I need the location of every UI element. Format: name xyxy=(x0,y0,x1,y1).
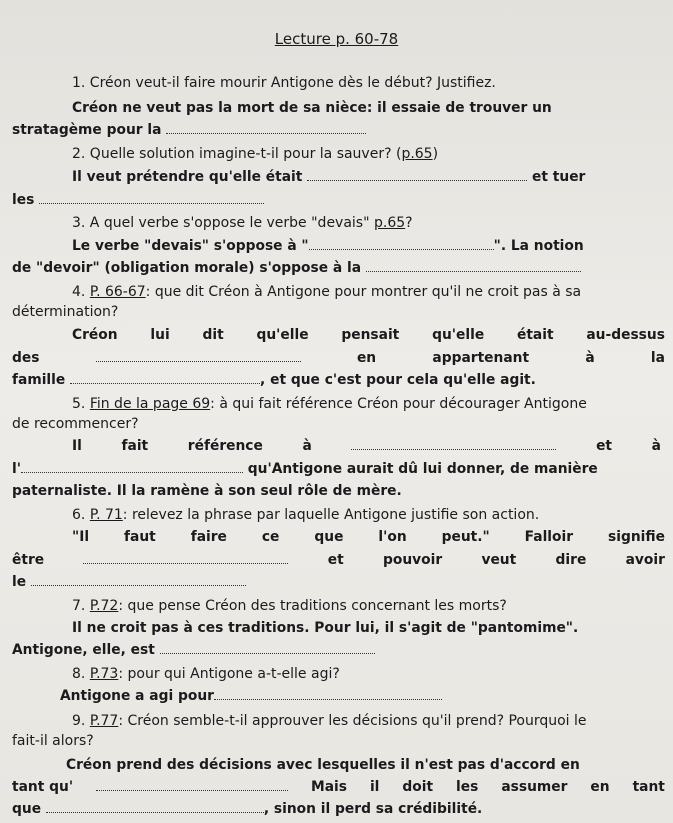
answer-7-text: Il ne croit pas à ces traditions. Pour lui, il s'agit de "pantomime". xyxy=(72,620,579,636)
answer-word: pensait xyxy=(341,327,400,343)
question-5-text-2: de recommencer? xyxy=(12,416,139,432)
answer-5-line-3 xyxy=(12,482,667,501)
answer-4-line-3 xyxy=(12,371,667,390)
answer-9-line-1 xyxy=(66,756,667,775)
answer-9-line-3 xyxy=(12,800,667,819)
answer-word: que xyxy=(314,529,344,545)
answer-text-3: paternaliste. Il la ramène à son seul rôle de mère. xyxy=(12,483,402,499)
question-5-line-2 xyxy=(12,415,667,434)
answer-word: tant xyxy=(632,779,665,795)
answer-blank[interactable] xyxy=(31,573,246,586)
answer-7-text-2: Antigone, elle, est xyxy=(12,642,155,658)
answer-5-line-1 xyxy=(72,437,661,456)
answer-4-line-2 xyxy=(12,349,665,368)
question-9 xyxy=(72,712,669,731)
answer-1-text-2: stratagème pour la xyxy=(12,122,162,138)
answer-4-line-1 xyxy=(72,326,665,345)
answer-blank[interactable] xyxy=(96,778,288,791)
answer-word: en xyxy=(590,779,610,795)
answer-text: l' xyxy=(12,461,21,477)
page-reference: P. 71 xyxy=(89,507,123,523)
answer-word: la xyxy=(650,350,665,366)
answer-word: référence xyxy=(187,438,263,454)
answer-word: et xyxy=(596,438,613,454)
question-5-num: 5. xyxy=(72,396,90,412)
answer-blank[interactable] xyxy=(351,437,556,450)
answer-word: peut." xyxy=(441,529,490,545)
page-reference: P. 66-67 xyxy=(89,284,146,300)
answer-word: lui xyxy=(150,327,170,343)
question-8-num: 8. xyxy=(72,666,90,682)
answer-1-line-1 xyxy=(72,99,665,118)
answer-1-line-2 xyxy=(12,121,667,140)
answer-blank[interactable] xyxy=(307,168,527,181)
answer-word: était xyxy=(516,327,554,343)
answer-word: Falloir xyxy=(524,529,574,545)
answer-word: avoir xyxy=(625,552,665,568)
question-3-text: 3. A quel verbe s'oppose le verbe "devais" xyxy=(72,215,374,231)
question-9-text-2: fait-il alors? xyxy=(12,733,94,749)
page-reference: P.73 xyxy=(89,666,119,682)
question-6 xyxy=(72,506,667,525)
answer-word: et xyxy=(327,552,344,568)
answer-word: fait xyxy=(121,438,149,454)
answer-9-line-2 xyxy=(12,778,665,797)
answer-2-line-1 xyxy=(72,168,667,187)
answer-5-line-2 xyxy=(12,460,667,479)
page-reference: Fin de la page 69 xyxy=(89,396,211,412)
question-9-text: : Créon semble-t-il approuver les décisions qu'il prend? Pourquoi le xyxy=(118,713,587,729)
question-7-num: 7. xyxy=(72,598,90,614)
answer-3-line-2 xyxy=(12,259,667,278)
answer-word: à xyxy=(302,438,312,454)
question-1 xyxy=(72,74,667,93)
answer-2-line-2 xyxy=(12,191,667,210)
answer-7-line-1 xyxy=(72,619,665,638)
answer-blank[interactable] xyxy=(166,121,366,134)
answer-word: appartenant xyxy=(432,350,530,366)
answer-text: famille xyxy=(12,372,66,388)
answer-3-text: Le verbe "devais" s'oppose à " xyxy=(72,238,309,254)
answer-word: signifie xyxy=(608,529,665,545)
answer-text-b: , sinon il perd sa crédibilité. xyxy=(263,801,483,817)
question-3-end: ? xyxy=(405,215,413,231)
question-6-num: 6. xyxy=(72,507,90,523)
answer-1-text: Créon ne veut pas la mort de sa nièce: il essaie de trouver un xyxy=(72,100,552,116)
answer-blank[interactable] xyxy=(309,237,494,250)
answer-word: à xyxy=(651,438,661,454)
answer-word: à xyxy=(585,350,595,366)
answer-6-line-2 xyxy=(12,551,665,570)
answer-2-text-b: et tuer xyxy=(532,169,586,185)
answer-blank[interactable] xyxy=(70,371,260,384)
answer-word: dit xyxy=(202,327,224,343)
answer-word: faut xyxy=(124,529,156,545)
answer-word: ce xyxy=(261,529,280,545)
answer-blank[interactable] xyxy=(366,259,581,272)
answer-3-line-1 xyxy=(72,237,667,256)
answer-word: faire xyxy=(190,529,227,545)
question-9-line-2 xyxy=(12,732,667,751)
answer-word: l'on xyxy=(378,529,407,545)
question-3 xyxy=(72,214,667,233)
question-1-text: 1. Créon veut-il faire mourir Antigone dès le début? Justifiez. xyxy=(72,75,496,91)
question-4-num: 4. xyxy=(72,284,90,300)
answer-word: assumer xyxy=(501,779,568,795)
answer-word: être xyxy=(12,552,45,568)
answer-6-line-1 xyxy=(72,528,665,547)
question-5-text: : à qui fait référence Créon pour décourager Antigone xyxy=(210,396,587,412)
answer-6-line-3 xyxy=(12,573,667,592)
answer-word: il xyxy=(369,779,380,795)
answer-text-b: qu'Antigone aurait dû lui donner, de manière xyxy=(242,461,598,477)
answer-word: les xyxy=(456,779,479,795)
question-4-line-2 xyxy=(12,303,667,322)
answer-2-text-2: les xyxy=(12,192,35,208)
question-9-num: 9. xyxy=(72,713,90,729)
answer-3-text-b: ". La notion xyxy=(493,238,584,254)
answer-blank[interactable] xyxy=(83,551,288,564)
question-7-text: : que pense Créon des traditions concernant les morts? xyxy=(118,598,507,614)
page-title: Lecture p. 60-78 xyxy=(274,30,399,48)
question-4-text-2: détermination? xyxy=(12,304,119,320)
answer-blank[interactable] xyxy=(21,460,243,473)
answer-word: qu'elle xyxy=(256,327,309,343)
answer-text: le xyxy=(12,574,27,590)
page-reference: p.65 xyxy=(374,215,406,231)
answer-word: au-dessus xyxy=(586,327,665,343)
answer-word: tant qu' xyxy=(12,779,74,795)
answer-8-text: Antigone a agi pour xyxy=(60,688,214,704)
answer-7-line-2 xyxy=(12,641,667,660)
question-8-text: : pour qui Antigone a-t-elle agi? xyxy=(118,666,340,682)
answer-blank[interactable] xyxy=(96,349,301,362)
page-reference: p.65 xyxy=(401,146,433,162)
question-6-text: : relevez la phrase par laquelle Antigone justifie son action. xyxy=(122,507,540,523)
answer-text-b: , et que c'est pour cela qu'elle agit. xyxy=(260,372,536,388)
answer-9-text: Créon prend des décisions avec lesquelles il n'est pas d'accord en xyxy=(66,757,580,773)
question-2 xyxy=(72,145,667,164)
answer-3-text-2: de "devoir" (obligation morale) s'oppose à la xyxy=(12,260,362,276)
question-8 xyxy=(72,665,667,684)
answer-word: dire xyxy=(555,552,587,568)
question-4 xyxy=(72,283,669,302)
answer-8-line-1 xyxy=(60,687,667,706)
answer-word: des xyxy=(12,350,40,366)
question-5 xyxy=(72,395,669,414)
answer-word: Il xyxy=(72,438,82,454)
answer-blank[interactable] xyxy=(39,191,264,204)
answer-word: veut xyxy=(481,552,517,568)
answer-word: pouvoir xyxy=(382,552,443,568)
question-7 xyxy=(72,597,667,616)
answer-blank[interactable] xyxy=(214,687,442,700)
question-4-text: : que dit Créon à Antigone pour montrer qu'il ne croit pas à sa xyxy=(145,284,582,300)
answer-word: qu'elle xyxy=(432,327,485,343)
answer-text: que xyxy=(12,801,42,817)
page-reference: P.77 xyxy=(89,713,119,729)
question-2-end: ) xyxy=(432,146,439,162)
answer-word: Mais xyxy=(311,779,347,795)
answer-word: doit xyxy=(402,779,434,795)
answer-word: en xyxy=(356,350,377,366)
answer-blank[interactable] xyxy=(46,800,264,813)
answer-word: "Il xyxy=(72,529,90,545)
answer-word: Créon xyxy=(72,327,118,343)
question-2-text: 2. Quelle solution imagine-t-il pour la sauver? ( xyxy=(72,146,402,162)
answer-2-text: Il veut prétendre qu'elle était xyxy=(72,169,303,185)
answer-blank[interactable] xyxy=(160,641,375,654)
page-reference: P.72 xyxy=(89,598,119,614)
